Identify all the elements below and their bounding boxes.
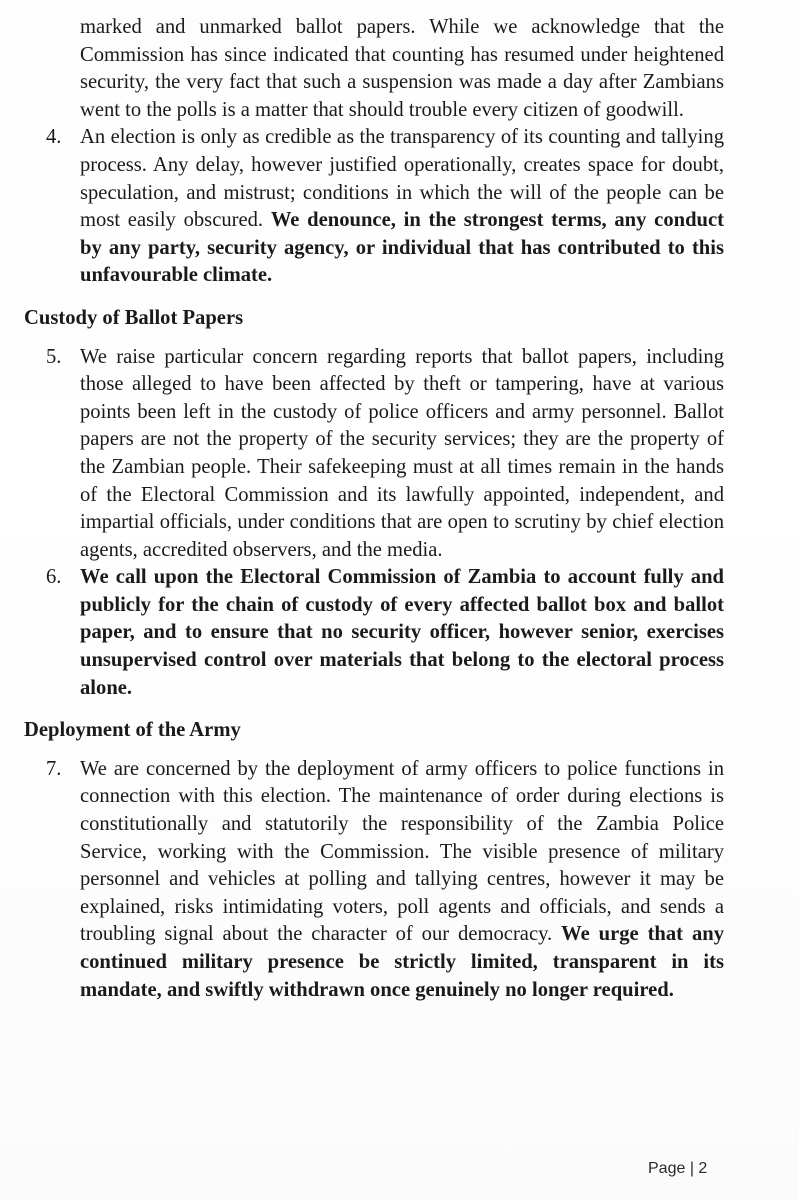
list-item-5 [46, 344, 724, 565]
item-text: We are concerned by the deployment of army officers to police functions in connection with this election. The maintenance of order during elections is constitutionally and statutorily the responsibility of the Zambia Police Service, working with the Commission. The visible presence of military personnel and vehicles at polling and tallying centres, however it may be explained, risks intimidating voters, poll agents and officials, and sends a troubling signal about the character of our democracy. [80, 757, 724, 946]
list-item-7 [46, 756, 724, 1004]
item-number: 7. [46, 757, 62, 780]
item-number: 5. [46, 345, 62, 368]
item-number: 4. [46, 126, 62, 149]
item-number: 6. [46, 566, 62, 589]
document-body [24, 14, 724, 1004]
page-number: Page | 2 [648, 1160, 708, 1177]
item-bold-text: We urge that any continued military presence be strictly limited, transparent in its mandate, and swiftly withdrawn once genuinely no longer required. [80, 923, 724, 1001]
item-bold-text: We denounce, in the strongest terms, any conduct by any party, security agency, or individual that has contributed to this unfavourable climate. [80, 209, 724, 287]
list-item-6 [46, 564, 724, 702]
continuation-paragraph: marked and unmarked ballot papers. While we acknowledge that the Commission has since indicated that counting has resumed under heightened security, the very fact that such a suspension was made a day after Zambians went to the polls is a matter that should trouble every citizen of goodwill. [80, 16, 724, 121]
section-heading-army: Deployment of the Army [24, 719, 241, 742]
section-heading-custody: Custody of Ballot Papers [24, 306, 244, 329]
item-text: We raise particular concern regarding reports that ballot papers, including those alleged to have been affected by theft or tampering, have at various points been left in the custody of police officers and army personnel. Ballot papers are not the property of the security services; they are the property of the Zambian people. Their safekeeping must at all times remain in the hands of the Electoral Commission and its lawfully appointed, independent, and impartial officials, under conditions that are open to scrutiny by chief election agents, accredited observers, and the media. [80, 345, 724, 561]
item-text: An election is only as credible as the transparency of its counting and tallying process. Any delay, however justified operationally, creates space for doubt, speculation, and mistrust; conditions in which the will of the people can be most easily obscured. [80, 126, 724, 232]
list-item-4 [46, 124, 724, 290]
item-bold-text: We call upon the Electoral Commission of Zambia to account fully and publicly for the chain of custody of every affected ballot box and ballot paper, and to ensure that no security officer, however senior, exercises unsupervised control over materials that belong to the electoral process alone. [80, 566, 724, 699]
